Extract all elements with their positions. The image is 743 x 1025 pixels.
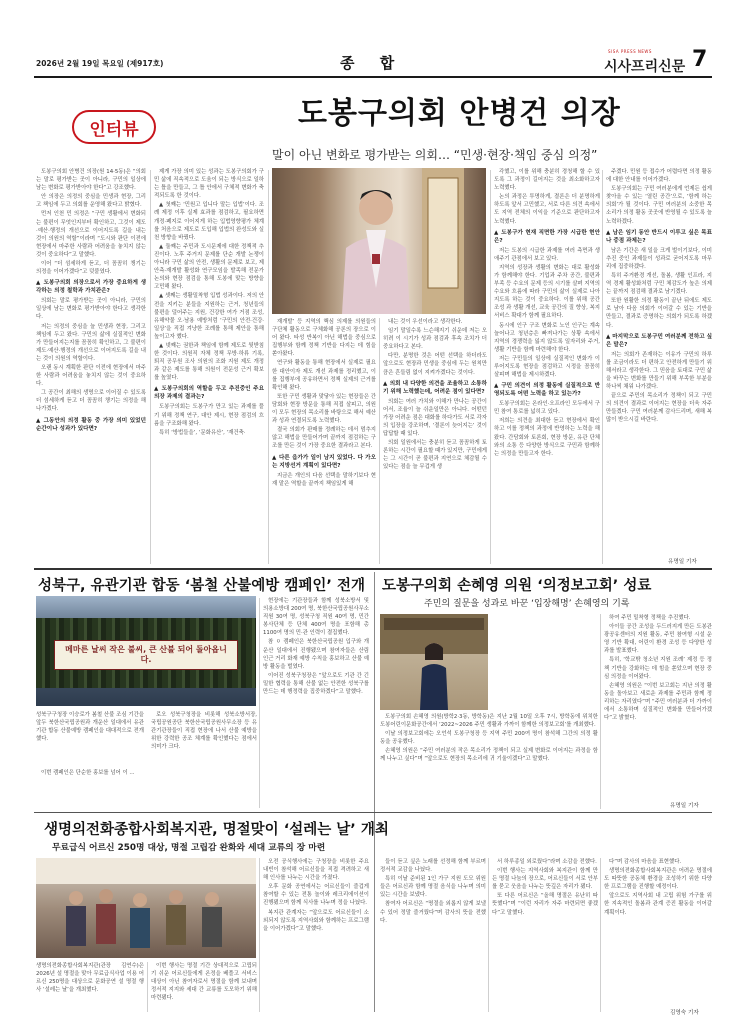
campaign-banner	[54, 640, 238, 670]
saengmyeong-subtitle: 무료급식 어르신 250명 대상, 명절 고립감 완화와 세대 교류의 장 마련	[52, 843, 326, 853]
issue-date: 2026년 2월 19일 목요일 (제917호)	[36, 59, 164, 68]
text-paragraph: 의회 일원에서는 충분히 듣고 꼼꼼하게 토론하는 시간이 필요할 때가 있지만, 구민에게는 그 시간이 곧 불편과 지연으로 체감될 수 있다는 점을 늘 무겁게 생	[383, 440, 487, 471]
text-paragraph: 이어진 성북구청장은 “앞으로도 기관 간 긴밀한 협력을 통해 산불 없는 안전한 성북구를 만드는 데 행정력을 집중하겠다”고 말했다.	[263, 672, 369, 696]
section-divider	[34, 568, 712, 570]
text-paragraph: 도봉구의회는 온라인·오프라인 모두에서 구민 참여 통로를 넓히고 있다.	[494, 401, 600, 416]
seongbuk-col-3	[263, 597, 369, 809]
text-paragraph: 이어 “더 섬세하게 듣고, 더 꼼꼼히 챙기는 의정을 이어가겠다”고 덧붙였다.	[36, 261, 146, 276]
text-paragraph: 먼저 인천 민 의정은 “구민 생활에서 변화되는 불편이 무엇인지부터 확인하고, 그것이 제도·예산·행정의 개선으로 이어지도록 길을 내는 것이 의원의 역할”이라며 “도시와 판단 이전에 현장에서 마주한 사람과 어려움을 놓치지 않는 것이 중요하다”고 말했다.	[36, 211, 146, 258]
saengmyeong-caption: 생명의전화종합사회복지관(관장 김연수)은 2026년 설 명절을 맞아 무료급식사업 이용 어르신 250명을 대상으로 문화공연 설 명절 행사 ‘설레는 날’을 개최했다.	[36, 963, 144, 994]
text-paragraph: 이날 의정보고회에는 오언석 도봉구청장 등 지역 주민 200여 명이 참석해 그간의 의정 활동을 공유했다.	[380, 731, 598, 746]
text-paragraph: 동시에 인구 구조 변화로 노인 인구는 계속 늘어나고 청년층은 빠져나가는 상황 속에서 지역의 경쟁력을 잃지 않도록 일자리와 주거, 생활 기반을 함께 마련해야 한다.	[494, 322, 600, 353]
text-paragraph: 끝으로 주민의 목소리가 정책이 되고 구민의 의견이 결과로 이어지는 현장을 더욱 자주 만들겠다. 구민 여러분께 감사드리며, 새해 복 많이 받으시길 바란다.	[606, 393, 712, 424]
interview-col-6	[606, 168, 712, 556]
text-paragraph: 서 하루종일 외로웠다”라며 소감을 전했다.	[497, 859, 597, 865]
dobong-report-subtitle: 주민의 질문을 성과로 바꾼 ‘입장해명’ 손혜영의 기록	[424, 599, 630, 609]
text-paragraph: ▲ 셋째는 생활밀착형 입법 성과이다. 저의 안전을 지키는 분들을 지원하는 근거, 청년들의 불편을 덜어주는 지원, 건강한 여가 거점 조성, 유해약물 오·남용 예방처럼 ‘구민의 안전·건강·일상’을 직접 겨냥한 조례를 통해 제안을 통해 높이고자 했다.	[154, 293, 264, 340]
saengmyeong-col-1	[151, 962, 257, 1012]
header-rule	[34, 76, 712, 78]
text-paragraph: 또 다른 어르신은 “올해 명절은 유난히 따뜻했다”며 “이런 자리가 자주 마련되면 좋겠다”고 말했다.	[492, 893, 598, 916]
text-paragraph: ▲ 첫째는 ‘민원고 입니다 말는 입법’이다. 조례 제정 이후 실제 효과를 점검하고, 필요하면 개정·폐지로 이어지게 하는 입법영향평가 체계를 처음으로 제도로 도입해 입법의 완성도와 실천 방향을 바꿨다.	[154, 202, 264, 241]
text-paragraph: 의회는 여러 가치와 이해가 만나는 공간이어서, 조율이 늘 쉬운일만은 아니다. 어떤던 가장 어려운 점은 대화를 하다가도 서로 각자의 입장을 강조하며, ‘결론이 늦어지는’ 것이 답답할 때 있다.	[383, 398, 487, 438]
text-paragraph: 저는 구민들의 일상에 실질적인 변화가 이루어지도록 현장을 점검하고 시정을 꼼꼼히 살피며 해법을 제시하겠다.	[494, 355, 600, 379]
interview-badge-label: 인터뷰	[89, 119, 139, 140]
text-paragraph: 다만, 분명한 것은 어떤 선택을 하더라도 앞으로도 현장과 민생을 중심에 두는 원칙만큼은 흔들림 없이 지켜가겠다는 것이다.	[383, 353, 487, 376]
text-paragraph: 로오 성북구청장을 비롯해 성북소방서장, 국립공원공단 북한산국립공원사무소장 등 유관기관장들이 직접 현장에 나서 산불 예방을 위한 강력한 공조 체계를 확인했다는 점에서 의미가 크다.	[151, 712, 257, 751]
interview-col-2	[154, 168, 264, 566]
text-paragraph: 연구와 활동을 통해 현장에서 실제로 필요한 대안이자 제도 개선 과제를 정리했고, 이를 집행부에 공유하면서 정책 실제의 근거를 확인해 왔다.	[272, 360, 376, 391]
text-paragraph: 제게 가장 의미 있는 성과는 도봉구의회가 구민 삶에 직속적으로 도움이 되는 방식으로 일하는 틀을 만들고, 그 틀 안에서 구체적 변화가 축적되도록 한 것이다.	[154, 169, 264, 200]
question-heading: ▲ 도봉구의회의 역할을 두고 추진중인 주요 의장 과제의 결과는?	[154, 386, 264, 401]
text-paragraph: 이번 행사는 명절 기간 상대적으로 고립되기 쉬운 어르신들에게 온정을 베풀고 서비스 대상이 아닌 참여자로서 명절을 함께 보내며 정서적 지지와 세대 간 교류를 도모하기 위해 마련됐다.	[151, 963, 257, 1002]
text-paragraph: 참 ㅇ 캠페인은 북한산국립공원 입구와 개운산 일대에서 진행됐으며 참여자들은 산림 인근 거리 화재 예방 수칙을 홍보하고 산불 예방 활동을 벌였다.	[263, 639, 369, 670]
report-figure	[380, 614, 488, 710]
text-paragraph: 또한 구민 생활과 맞닿아 있는 현장들은 간담회와 현장 방문을 통해 직접 살피고, 의원이 모두 현장의 목소리를 바탕으로 해서 예산과 성과 연결되도록 노력했다.	[272, 393, 376, 425]
text-paragraph: 손혜영 의원은 “이번 보고회는 지난 의정 활동을 돌아보고 새로운 과제를 주민과 함께 정리하는 자리였다”며 “주민 여러분과 더 가까이에서 소통하며 실질적인 변화를 만들어가겠다”고 밝혔다.	[604, 682, 712, 722]
dobong-report-byline: 유명일 기자	[670, 803, 699, 809]
councilwoman-photo	[380, 614, 488, 710]
text-paragraph: 도봉구의회 안병건 의장(원 14·5동)은 “의회는 말로 평가받는 곳이 아니라, 구민의 일상에 남는 변화로 평가받아야 한다”고 강조했다.	[36, 169, 146, 192]
question-heading: ▲ 구민 의견이 의정 활동에 실질적으로 반영되도록 어떤 노력을 하고 있는가?	[494, 383, 600, 398]
text-paragraph: 논의 과정은 투명하게, 결론은 더 분명하게 하도록 앞서 고민했고, 서로 다른 의견 속에서도 지역 전체의 이익을 기준으로 판단하고자 노력했다.	[494, 194, 600, 225]
interview-col-3	[272, 318, 376, 566]
text-paragraph: 들이 듣고 싶은 노래를 선정해 함께 부르며 정서적 교감을 나눴다.	[380, 859, 486, 874]
text-paragraph: 생명의전화종합사회복지관은 어려운 명절에도 따뜻한 공동체 환경을 조성하기 위한 다양한 프로그램을 진행할 예정이다.	[604, 868, 712, 891]
portrait-figure	[272, 168, 486, 314]
seongbuk-col-1	[36, 769, 144, 809]
text-paragraph: 이번 캠페인은 단순한 홍보를 넘어 이 ...	[41, 770, 135, 776]
question-heading: ▲ 의회 내 다양한 의견을 조율하고 소통하기 위해 노력했는데, 어려운 점이 있다면?	[383, 380, 487, 395]
text-paragraph: 특히 이날 준비된 1인 가구 지원 도모 위원들은 어르신과 함께 명절 음식을 나누며 의미 있는 시간을 보냈다.	[380, 876, 486, 899]
text-paragraph: 특히 주거환경 개선, 돌봄, 생활 인프라, 지역 경제 활성화처럼 구민 체감도가 높은 의제는 끝까지 점검해 결과로 남기겠다.	[606, 272, 712, 296]
dobong-report-col-1	[380, 713, 598, 809]
section-title: 종 합	[340, 54, 405, 72]
text-paragraph: 오랜 동시 계획한 판단 이전에 현장에서 마주한 사람과 어려움을 놓치지 않는 것이 중요하다.	[36, 364, 146, 388]
newspaper-logo: 시사프리신문	[604, 59, 686, 75]
section-divider	[34, 812, 712, 813]
saengmyeong-col-3	[380, 858, 486, 1012]
text-paragraph: 특히 ‘방법들을’, ‘문화유산’, ‘재건축·	[159, 429, 246, 436]
dobong-report-col-2	[604, 614, 712, 800]
newspaper-logo-small: SISA PRESS NEWS	[608, 49, 652, 54]
text-paragraph: 지역의 성장과 생활의 변화는 대로 활성화가 함께해야 한다. 기업과 주차 공간, 불편과 부족 등 수요의 문제 등의 시기를 살펴 지역의 수요와 흐름에 따라 구민의 삶이 실제로 나아지도록 하는 것이 중요하다. 이를 위해 공간 조성 과 생활 개선, 교육 공간의 질 향상, 복지 서비스 확대가 함께 필요하다.	[494, 264, 600, 320]
saengmyeong-col-2	[263, 858, 369, 1012]
text-paragraph: 임기 말일수록 느슨해지기 쉬운데 저는 오히려 이 시기가 성과 점검과 후속 조치가 더 중요하다고 본다.	[383, 328, 487, 351]
text-paragraph: 지금은 개인의 다음 선택을 말하기보다 현재 맡은 역할을 끝까지 책임있게 해	[272, 472, 376, 487]
text-paragraph: 결국 의회가 판매를 정례하는 데서 멈추지 않고 해법을 만들어가며 끝까지 점검하는 구조를 만든 것이 가장 중요한 결과라고 본다.	[272, 427, 376, 450]
text-paragraph: 재개발’ 등 지역의 핵심 의제를 의원들의 구단체 활동으로 구체화해 공론의 장으로 이어 왔다. 타성 반복이 아닌 해법을 중심으로 집행부와 함께 정책 기반을 다지는 데 힘을 쏟아왔다.	[272, 319, 376, 358]
text-paragraph: 의회는 말로 평가받는 곳이 아니라, 구민의 일상에 남는 변화로 평가받아야 한다고 생각한다.	[36, 298, 146, 321]
interview-col-5	[494, 168, 600, 566]
dobong-report-headline: 도봉구의회 손혜영 의원 ‘의정보고회’ 성료	[382, 578, 652, 594]
saengmyeong-headline: 생명의전화종합사회복지관, 명절맞이 ‘설레는 날’ 개최	[44, 822, 389, 838]
text-paragraph: 또한 원활한 의정 활동이 끝난 뒤에도 제도로 남아 다음 의회가 이어갈 수 있는 기반을 만들고, 결과로 증명하는 의회가 되도록 하겠다.	[606, 298, 712, 329]
interview-title: 도봉구의회 안병건 의장	[298, 96, 621, 131]
text-paragraph: 특히, ‘학교밖 청소년 지원 조례’ 제정 등 정책 기반을 강화하는 데 힘을 쏟았으며 현장 중심 의정을 이어왔다.	[604, 657, 712, 680]
question-heading: ▲ 도봉구의회 의장으로서 가장 중요하게 생각하는 의정 철학과 가치관은?	[36, 280, 146, 295]
text-paragraph: 앞으로도 지역사회 내 고립 위험 가구를 위한 지속적인 돌봄과 관계 증진 활동을 이어갈 계획이다.	[604, 893, 712, 916]
seongbuk-col-2	[151, 711, 257, 809]
text-paragraph: 주겠다. 민원 등 접수가 어렵다면 의정 활동에 대한 안내를 이어가겠다.	[606, 169, 712, 184]
text-paragraph: ▲ 둘째는 주민과 도시문제에 대한 정책적 추진이다. 노후 주거지 문제를 단순 개발 논쟁이 아니라 구민 삶의 안전, 생활의 문제로 보고, 제안측·재개발 활성화 연구모임을 발족해 전문가 논의와 현장 점검을 통해 도봉에 맞는 방향을 고민해 왔다.	[154, 243, 264, 291]
question-heading: ▲ 그동안의 의정 활동 중 가장 의미 있었던 순간이나 성과가 있다면?	[36, 417, 146, 432]
saengmyeong-col-5	[604, 858, 712, 1004]
text-paragraph: 저는 의회가 존재하는 이유가 구민의 하루를 조금이라도 더 편하고 안전하게 만들기 위해서라고 생각한다. 그 믿음을 토대로 구민 삶을 바꾸는 변화를 만들기 위해 부족한 부분을 하나씩 채워 나가겠다.	[606, 351, 712, 390]
campaign-banner-text: 메마른 날씨 작은 불씨, 큰 산불 되어 돌아옵니다.	[65, 645, 227, 664]
interview-byline: 유명일 기자	[668, 559, 697, 565]
text-paragraph: 현장에는 기관장들과 함께 성북소방서 및 의용소방대 200여 명, 북한산국립공원사무소 직원 30여 명, 성북구청 직원 40여 명, 민간봉사단체 등 단체 400여 명을 포함해 총 1100여 명의 민·관 인력이 결집했다.	[263, 598, 369, 637]
text-paragraph: 아이들 공간 조성을 두드러지게 만든 도봉관광공유센터의 지원 활동, 주민 참여형 시설 운영 기반 확대, 어린이 환경 조성 등 다양한 성과를 발표했다.	[604, 624, 712, 655]
text-paragraph: 다”며 감사의 마음을 표현했다.	[609, 859, 682, 865]
saengmyeong-byline: 김영숙 기자	[670, 1010, 699, 1016]
text-paragraph: 참여자 어르신은 “명절을 외롭지 않게 보낼 수 있어 정말 즐거웠다”며 감사의 뜻을 전했다.	[380, 901, 486, 924]
text-paragraph: 각했고, 이를 위해 충분히 경청해 할 수 있도록 그 과정이 길어지는 것을 최소화하고자 노력했다.	[494, 169, 600, 192]
campaign-photo	[36, 596, 256, 706]
text-paragraph: 도봉구의회는 도봉구가 만고 있는 과제를 풀기 위해 정책 연구, 대안 제시, 현장 점검의 흐름을 구조화해 왔다.	[154, 404, 264, 427]
text-paragraph: ▲ 넷째는 권한과 책임에 함께 제도로 뒷받침한 것이다. 의원직 자체 정책 무방·하류 기록, 퇴직 공무원 조사 의원의 조화 지원 제도 개정과 같은 제도를 통해 의원이 전문성 근거 확보를 높였다.	[154, 342, 264, 382]
text-paragraph: 안 의장은 의정의 중심을 민생과 현장, 그리고 책임에 두고 의회를 운영해 왔다고 밝혔다.	[36, 194, 146, 209]
interview-col-4	[383, 318, 487, 566]
question-heading: ▲ 남은 임기 동안 반드시 이루고 싶은 목표나 중점 과제는?	[606, 229, 712, 244]
event-photo	[36, 858, 256, 958]
text-paragraph: 저는 의정의 중심을 늘 민생과 현장, 그리고 책임에 두고 왔다. 구민의 삶에 실질적인 변화가 만들어지는지를 꼼꼼히 확인하고, 그 불편이 제도·예산·행정의 개선으로 이어지도록 길을 내는 것이 의원의 역할이다.	[36, 323, 146, 362]
text-paragraph: 이번 행사는 지역사회와 복지관이 함께 만든 명절 나눔의 장으로, 어르신들이 서로 안부를 묻고 웃음을 나누는 뜻깊은 자리가 됐다.	[492, 868, 598, 891]
text-paragraph: 저희는 의견을 최대한 듣고 현장에서 확인하고 이를 정책의 과정에 반영하는 노력을 해왔다. 간담회와 토론회, 현장 방문, 유관 단체와의 소통 등 다양한 방식으로 구민과 함께하는 의정을 만들고자 한다.	[494, 418, 600, 457]
page-number: 7	[692, 47, 708, 72]
text-paragraph: 오후 문화 공연에서는 어르신들이 즐겁게 참여할 수 있는 전통 놀이와 레크리에이션이 진행됐으며 함께 식사를 나누며 정을 나눴다.	[263, 884, 369, 907]
crowd-figure	[36, 858, 256, 958]
question-heading: ▲ 도봉구가 현재 직면한 가장 시급한 현안은?	[494, 229, 600, 244]
seongbuk-headline: 성북구, 유관기관 합동 ‘봄철 산불예방 캠페인’ 전개	[38, 578, 365, 594]
interview-col-1	[36, 168, 146, 566]
question-heading: ▲ 마지막으로 도봉구민 여러분께 전하고 싶은 말은?	[606, 333, 712, 348]
text-paragraph: 복지관 관계자는 “앞으로도 어르신들이 소외되지 않도록 지역사회와 함께하는 프로그램을 이어가겠다”고 말했다.	[263, 909, 369, 932]
question-heading: ▲ 다른 읍가가 일이 남지 있었다. 다 가오는 지방선거 계획이 있다면?	[272, 454, 376, 469]
interview-badge	[72, 110, 156, 144]
text-paragraph: 도봉구의회 손혜영 의원(방학2·3동, 방학동)은 지난 2월 10일 오후 7시, 방학동에 위치한 도봉어린이문화공간에서 ‘2022~2026 주민 생활과 가까이 함께한 의정보고회’를 개최했다.	[380, 714, 598, 729]
text-paragraph: 손혜영 의원은 “주민 여러분의 작은 목소리가 정책이 되고 실제 변화로 이어지는 과정을 함께 나누고 싶다”며 “앞으로도 현장의 목소리에 귀 기울이겠다”고 말했다.	[380, 748, 598, 763]
text-paragraph: 내는 것이 우선이라고 생각한다.	[388, 319, 463, 325]
interview-subtitle: 말이 아닌 변화로 평가받는 의회… “민생·현장·책임 중심 의정”	[272, 148, 598, 162]
councilman-portrait-photo	[272, 168, 486, 314]
text-paragraph: 하여 주민 밀착형 정책을 추진했다.	[609, 615, 691, 621]
text-paragraph: 오전 공식행사에는 구청장을 비롯한 주요 내빈이 참석해 어르신들을 직접 격려하고 새해 인사를 나누는 시간을 가졌다.	[263, 859, 369, 882]
seongbuk-caption: 성북구구청장 이승로가 봄철 산불 조심 기간을 앞두 북한산국립공원과 개운산 일대에서 유관기관 합동 산불예방 캠페인을 대대적으로 전개했다.	[36, 712, 144, 743]
text-paragraph: 남은 기간은 새 일을 크게 벌이기보다, 이미 추진 중인 과제들이 성과로 굳어지도록 마무리에 집중하겠다.	[606, 247, 712, 270]
saengmyeong-col-4	[492, 858, 598, 1012]
text-paragraph: 저는 도봉의 시급한 과제를 여러 측면과 생애주기 관점에서 보고 있다.	[494, 247, 600, 262]
text-paragraph: 도봉구의회는 구민 여러분에게 언제든 쉽게 찾아올 수 있는 ‘열린 공간’으로, ‘함께 하는 의회’가 될 것이다. 구민 여러분의 소중한 목소리가 의정 활동 곳곳에 반영될 수 있도록 늘 노력하겠다.	[606, 186, 712, 225]
text-paragraph: 그 공간이 최해의 생명으로 이어질 수 있도록 더 섬세하게 듣고 더 꼼꼼히 챙기는 의정을 해나가겠다.	[36, 390, 146, 413]
